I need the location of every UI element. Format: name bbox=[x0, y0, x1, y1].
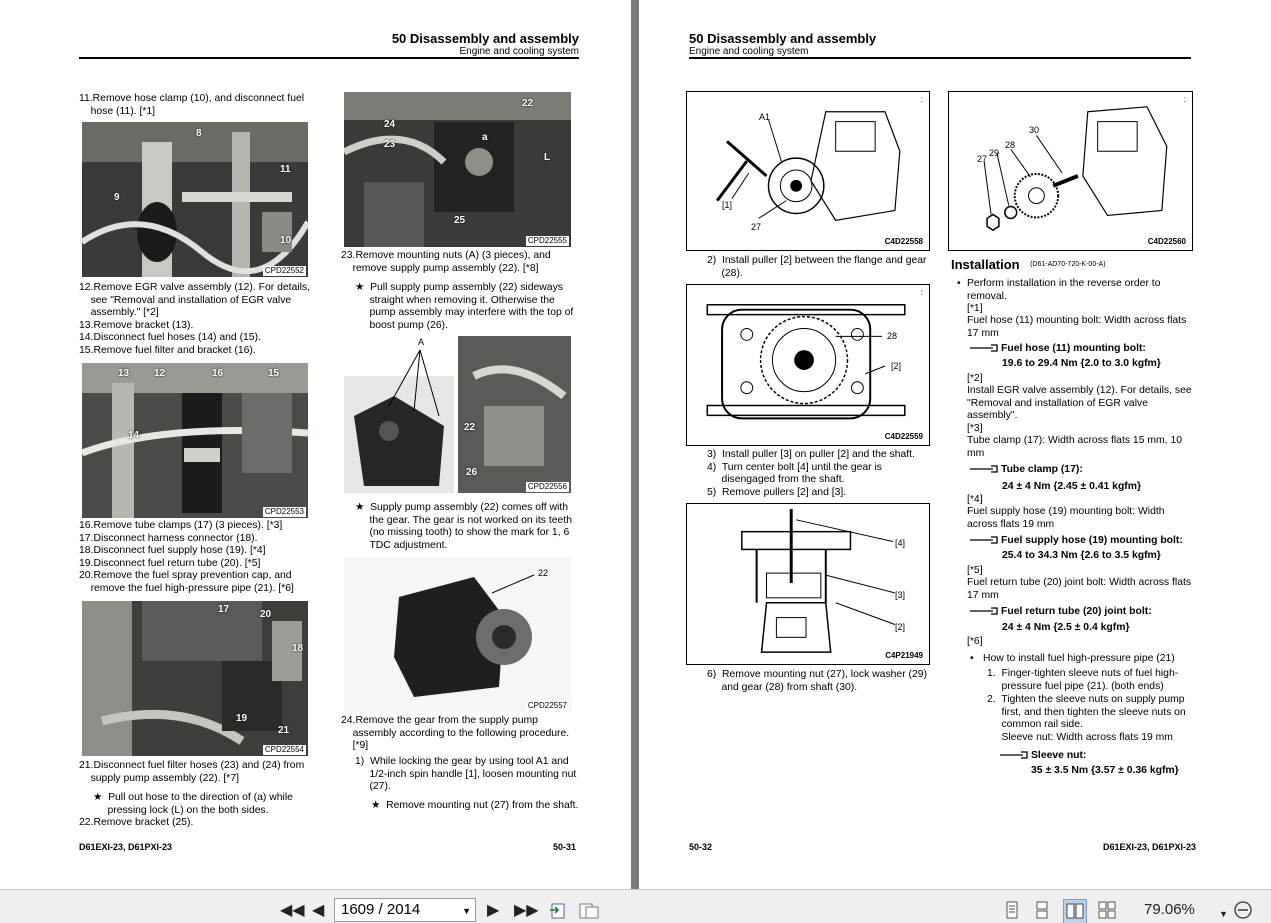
steps-3-5: 3) Install puller [3] on puller [2] and the shaft. 4) Turn center bolt [4] until the gear is disengaged from the shaft. 5) Remove pullers [2] and [3]. bbox=[707, 449, 915, 498]
diagram-code: C4P21949 bbox=[885, 651, 923, 660]
step-6: 6) Remove mounting nut (27), lock washer (29) and gear (28) from shaft (30). bbox=[707, 669, 928, 693]
left-page bbox=[0, 0, 631, 889]
callout-9: 9 bbox=[114, 192, 120, 203]
continuous-view-icon[interactable] bbox=[1033, 901, 1051, 923]
callout-23: 23 bbox=[384, 139, 396, 150]
photo-fuel-filter bbox=[82, 363, 308, 518]
callout-11: 11 bbox=[280, 164, 291, 175]
single-page-view-icon[interactable] bbox=[1003, 901, 1021, 923]
callout-8: 8 bbox=[196, 128, 202, 139]
diagram-gear-lock bbox=[686, 91, 930, 251]
footer-model: D61EXI-23, D61PXI-23 bbox=[1103, 842, 1197, 852]
torque-label: Fuel supply hose (19) mounting bolt: bbox=[1001, 535, 1183, 546]
installation-bullet: Perform installation in the reverse order to removal. bbox=[967, 278, 1161, 302]
diagram-code: C4D22560 bbox=[1147, 237, 1186, 246]
callout-18: 18 bbox=[292, 643, 304, 654]
step-24: 24.Remove the gear from the supply pump assembly according to the following procedure. [*9] bbox=[341, 715, 570, 752]
callout-16: 16 bbox=[212, 368, 224, 379]
ref-3-text: Tube clamp (17): Width across flats 15 mm, 10 mm bbox=[967, 435, 1183, 459]
callout-3: [3] bbox=[895, 590, 906, 600]
photo-supply-pump bbox=[344, 557, 571, 712]
steps-16-20: 16.Remove tube clamps (17) (3 pieces). [*3] 17.Disconnect harness connector (18). 18.Disconnect fuel supply hose (19). [*4] 19.Disconnect fuel return tube (20). [*5] 20.Remove the fuel spray prevention cap, and remove the fuel high-pressure pipe (21). [*6] bbox=[79, 520, 294, 594]
ref-5: [*5] bbox=[967, 565, 983, 576]
diagram-puller-2 bbox=[686, 284, 930, 446]
diagram-code: C4D22559 bbox=[884, 432, 923, 441]
callout-17: 17 bbox=[218, 604, 230, 615]
diagram-code: C4D22558 bbox=[884, 237, 923, 246]
export-page-icon[interactable] bbox=[578, 901, 600, 923]
callout-22: 22 bbox=[538, 568, 549, 578]
page-number-value: 1609 / 2014 bbox=[341, 901, 421, 918]
last-page-icon[interactable]: ▶▶ bbox=[514, 902, 539, 919]
steps-12-15: 12.Remove EGR valve assembly (12). For details, see "Removal and installation of EGR valve assembly." [*2] 13.Remove bracket (13). 14.Disconnect fuel hoses (14) and (15). 15.Remove fuel filter and bracket (16). bbox=[79, 282, 310, 356]
installation-title: Installation bbox=[951, 257, 1020, 272]
ref-4-torque-value: 25.4 to 34.3 Nm {2.6 to 3.5 kgfm} bbox=[1002, 550, 1161, 561]
ref-1: [*1] bbox=[967, 303, 983, 314]
ref-6-torque-value: 35 ± 3.5 Nm {3.57 ± 0.36 kgfm} bbox=[1031, 765, 1179, 776]
callout-30: 30 bbox=[1029, 125, 1040, 135]
callout-1: [1] bbox=[722, 200, 733, 210]
bullet-mark: • bbox=[957, 278, 961, 289]
chevron-down-icon[interactable]: ▼ bbox=[462, 906, 471, 916]
ref-2-text: Install EGR valve assembly (12). For details, see "Removal and installation of EGR valve assembly". bbox=[967, 385, 1192, 422]
callout-25: 25 bbox=[454, 215, 466, 226]
ref-3-torque-label bbox=[969, 464, 1194, 477]
footer-model: D61EXI-23, D61PXI-23 bbox=[79, 842, 173, 852]
callout-15: 15 bbox=[268, 368, 280, 379]
callout-21: 21 bbox=[278, 725, 290, 736]
photo-hose-clamp bbox=[82, 122, 308, 277]
callout-2: [2] bbox=[891, 361, 902, 371]
callout-10: 10 bbox=[280, 235, 292, 246]
ref-4: [*4] bbox=[967, 494, 983, 505]
photo-supply-pump-removal bbox=[344, 336, 571, 493]
step-23: 23.Remove mounting nuts (A) (3 pieces), and remove supply pump assembly (22). [*8] bbox=[341, 250, 551, 274]
callout-2: [2] bbox=[895, 622, 906, 632]
callout-19: 19 bbox=[236, 713, 248, 724]
photo-code: CPD22555 bbox=[527, 236, 567, 245]
bullet-mark: • bbox=[970, 653, 974, 664]
callout-29: 29 bbox=[989, 148, 1000, 158]
photo-tube-clamps bbox=[82, 601, 308, 756]
header-title: 50 Disassembly and assembly bbox=[391, 31, 579, 46]
ref-1-torque-label bbox=[969, 343, 1194, 356]
ref-3: [*3] bbox=[967, 423, 983, 434]
footer-page: 50-32 bbox=[689, 842, 713, 852]
callout-26: 26 bbox=[466, 467, 478, 478]
ref-5-torque-value: 24 ± 4 Nm {2.5 ± 0.4 kgfm} bbox=[1002, 622, 1130, 633]
callout-14: 14 bbox=[128, 430, 140, 441]
wrench-icon bbox=[969, 536, 999, 544]
torque-label: Sleeve nut: bbox=[1031, 750, 1087, 761]
callout-A: A bbox=[418, 337, 425, 347]
ref-4-torque-label bbox=[969, 535, 1194, 548]
step-21-note: ★ Pull out hose to the direction of (a) while pressing lock (L) on the both sides. bbox=[93, 792, 293, 816]
zoom-level[interactable]: 79.06% bbox=[1144, 901, 1195, 918]
photo-code: CPD22554 bbox=[264, 745, 304, 754]
torque-label: Fuel return tube (20) joint bolt: bbox=[1001, 606, 1152, 617]
ref-6-bullet: How to install fuel high-pressure pipe (21) bbox=[983, 653, 1175, 664]
ref-6: [*6] bbox=[967, 636, 983, 647]
header-title: 50 Disassembly and assembly bbox=[689, 31, 877, 46]
callout-12: 12 bbox=[154, 368, 166, 379]
ref-1-torque-value: 19.6 to 29.4 Nm {2.0 to 3.0 kgfm} bbox=[1002, 358, 1161, 369]
callout-4: [4] bbox=[895, 538, 906, 548]
callout-A1: A1 bbox=[759, 112, 771, 122]
torque-label: Fuel hose (11) mounting bolt: bbox=[1001, 343, 1146, 354]
callout-13: 13 bbox=[118, 368, 130, 379]
callout-20: 20 bbox=[260, 609, 272, 620]
photo-code: CPD22553 bbox=[264, 507, 304, 516]
page-header bbox=[392, 31, 579, 58]
installation-code: (D61-AD70-720-K-00-A) bbox=[1030, 261, 1106, 269]
callout-22: 22 bbox=[464, 422, 476, 433]
installation-heading bbox=[951, 256, 1106, 274]
diagram-mark: : bbox=[920, 288, 923, 297]
wrench-icon bbox=[969, 607, 999, 615]
callout-22: 22 bbox=[522, 98, 534, 109]
step-22: 22.Remove bracket (25). bbox=[79, 817, 194, 828]
continuous-facing-view-icon[interactable] bbox=[1098, 901, 1116, 923]
ref-5-text: Fuel return tube (20) joint bolt: Width across flats 17 mm bbox=[967, 577, 1192, 601]
ref-4-text: Fuel supply hose (19) mounting bolt: Width across flats 19 mm bbox=[967, 506, 1165, 530]
diagram-mark: : bbox=[920, 95, 923, 104]
footer-page: 50-31 bbox=[553, 842, 577, 852]
torque-label: Tube clamp (17): bbox=[1001, 464, 1083, 475]
callout-24: 24 bbox=[384, 119, 396, 130]
extract-page-icon[interactable] bbox=[548, 901, 570, 923]
zoom-out-icon[interactable] bbox=[1233, 900, 1253, 923]
photo-code: CPD22552 bbox=[264, 266, 304, 275]
step-2: 2) Install puller [2] between the flange and gear (28). bbox=[707, 255, 927, 279]
wrench-icon bbox=[969, 344, 999, 352]
photo-fuel-filter-hoses bbox=[344, 92, 571, 247]
photo-code: CPD22557 bbox=[527, 701, 567, 710]
ref-5-torque-label bbox=[969, 606, 1194, 619]
next-page-icon[interactable]: ▶ bbox=[487, 902, 500, 919]
photo5-note: ★ Supply pump assembly (22) comes off with the gear. The gear is not worked on its teeth (no missing tooth) to show the mark for 1, 6 TDC adjustment. bbox=[355, 502, 572, 551]
callout-27: 27 bbox=[977, 154, 988, 164]
header-rule bbox=[689, 57, 1191, 59]
diagram-gear-parts bbox=[948, 91, 1193, 251]
callout-L: L bbox=[544, 152, 551, 163]
wrench-icon bbox=[999, 751, 1029, 759]
step-21: 21.Disconnect fuel filter hoses (23) and (24) from supply pump assembly (22). [*7] bbox=[79, 760, 305, 784]
right-page bbox=[639, 0, 1271, 889]
callout-27: 27 bbox=[751, 222, 762, 232]
step-23-note: ★ Pull supply pump assembly (22) sideways straight when removing it. Otherwise the pump assembly may interfere with the top of boost pump (26). bbox=[355, 282, 574, 331]
step-24-1: 1) While locking the gear by using tool A1 and 1/2-inch spin handle [1], loosen mounting nut (27). bbox=[355, 756, 577, 793]
header-rule bbox=[79, 57, 579, 59]
ref-2: [*2] bbox=[967, 373, 983, 384]
ref-6-step-2: 2. Tighten the sleeve nuts on supply pump first, and then tighten the sleeve nuts on common rail side. Sleeve nut: Width across flats 19 mm bbox=[987, 694, 1186, 743]
ref-6-step-1: 1. Finger-tighten sleeve nuts of fuel high- pressure fuel pipe (21). (both ends) bbox=[987, 668, 1179, 692]
callout-28: 28 bbox=[887, 331, 898, 341]
step-11: 11.Remove hose clamp (10), and disconnect fuel hose (11). [*1] bbox=[79, 93, 305, 117]
wrench-icon bbox=[969, 465, 999, 473]
header-subtitle: Engine and cooling system bbox=[689, 46, 809, 57]
diagram-mark: : bbox=[1183, 95, 1186, 104]
step-24-1-note: ★ Remove mounting nut (27) from the shaft. bbox=[371, 800, 579, 811]
ref-3-torque-value: 24 ± 4 Nm {2.45 ± 0.41 kgfm} bbox=[1002, 481, 1142, 492]
page-header bbox=[689, 31, 876, 58]
previous-page-icon[interactable]: ◀ bbox=[312, 902, 325, 919]
callout-a: a bbox=[482, 132, 488, 143]
zoom-dropdown-icon[interactable]: ▼ bbox=[1219, 909, 1228, 919]
facing-view-icon[interactable] bbox=[1063, 899, 1087, 923]
ref-1-text: Fuel hose (11) mounting bolt: Width across flats 17 mm bbox=[967, 315, 1187, 339]
photo-code: CPD22556 bbox=[527, 482, 567, 491]
page-number-field[interactable] bbox=[334, 898, 476, 922]
header-subtitle: Engine and cooling system bbox=[459, 46, 579, 57]
first-page-icon[interactable]: ◀◀ bbox=[280, 902, 305, 919]
diagram-puller-3 bbox=[686, 503, 930, 665]
ref-6-torque-label bbox=[999, 750, 1189, 763]
callout-28: 28 bbox=[1005, 140, 1016, 150]
